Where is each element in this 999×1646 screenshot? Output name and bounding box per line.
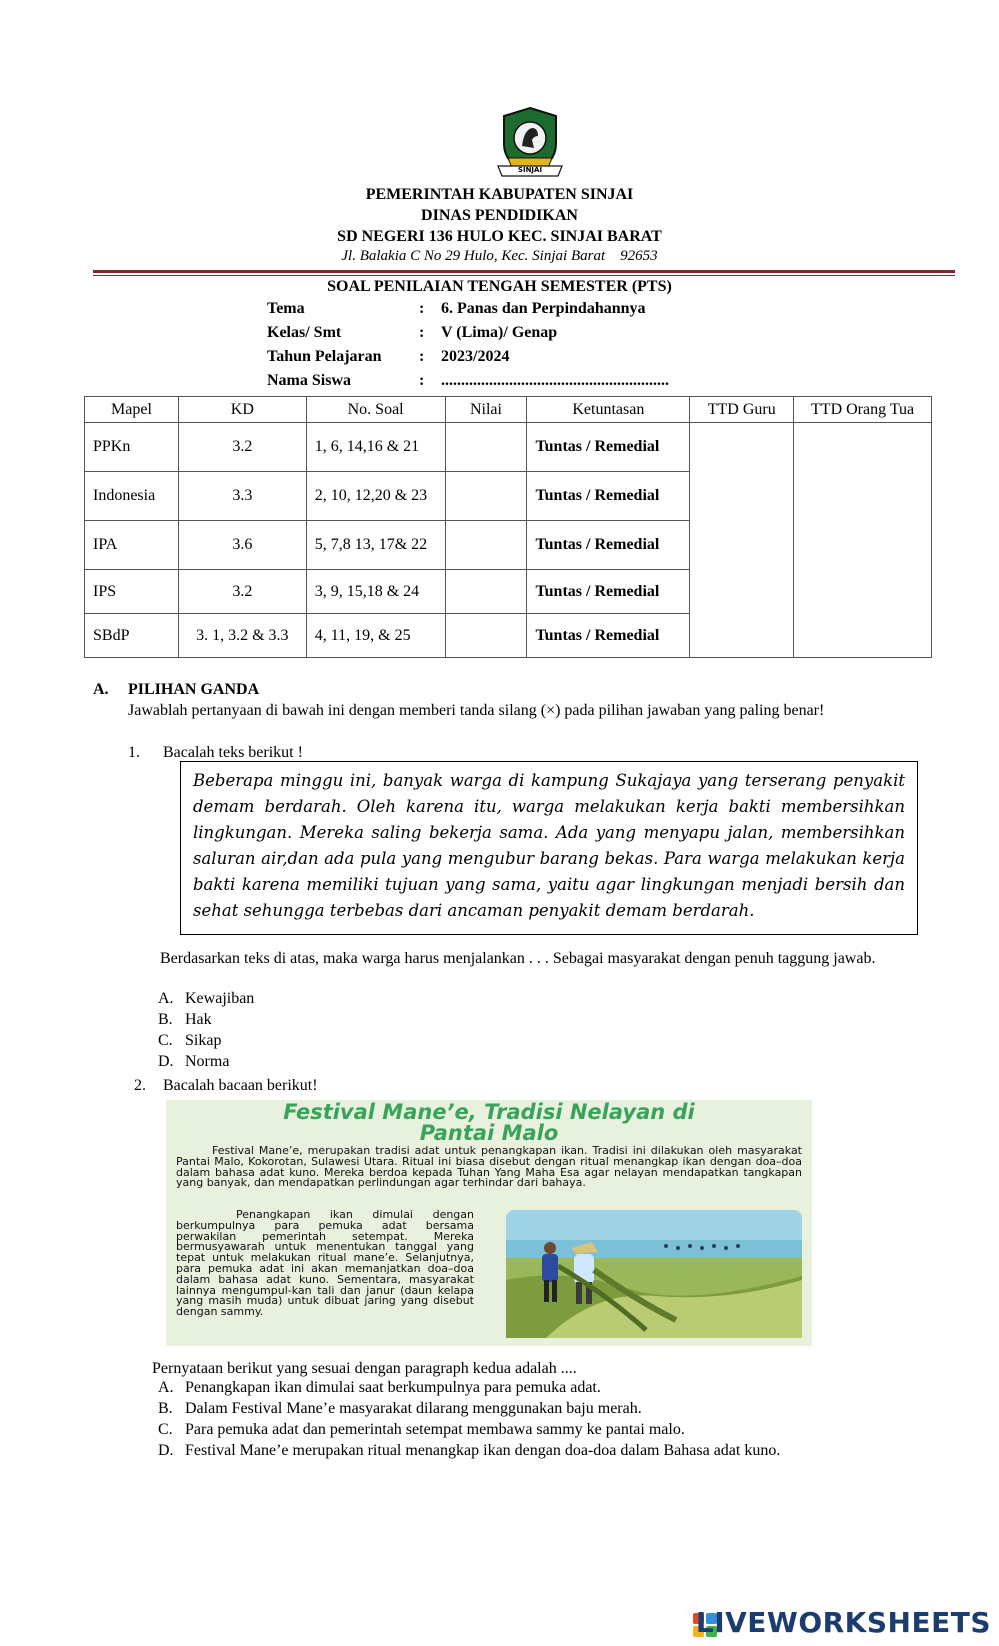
cell-kd: 3.2 bbox=[178, 423, 306, 472]
cell-kd: 3.3 bbox=[178, 472, 306, 521]
cell-ketuntasan[interactable]: Tuntas / Remedial bbox=[527, 521, 690, 570]
field-value: V (Lima)/ Genap bbox=[441, 324, 558, 341]
cell-nilai[interactable] bbox=[445, 570, 527, 614]
cell-soal: 2, 10, 12,20 & 23 bbox=[306, 472, 445, 521]
cell-soal: 3, 9, 15,18 & 24 bbox=[306, 570, 445, 614]
section-instruction: Jawablah pertanyaan di bawah ini dengan memberi tanda silang (×) pada pilihan jawaban yang paling benar! bbox=[128, 702, 825, 719]
cell-mapel: IPS bbox=[85, 570, 179, 614]
option-a[interactable] bbox=[158, 1379, 938, 1400]
field-label: Nama Siswa bbox=[267, 372, 352, 389]
field-value: 6. Panas dan Perpindahannya bbox=[441, 300, 646, 317]
table-header-row bbox=[85, 397, 932, 423]
reading-image bbox=[166, 1100, 812, 1346]
cell-ketuntasan[interactable]: Tuntas / Remedial bbox=[527, 472, 690, 521]
header-rule-thick bbox=[93, 270, 955, 273]
reading-title-line2: Pantai Malo bbox=[419, 1121, 559, 1145]
field-colon: : bbox=[419, 348, 425, 365]
option-letter: C. bbox=[158, 1421, 173, 1438]
option-text: Penangkapan ikan dimulai saat berkumpulnya para pemuka adat. bbox=[185, 1379, 601, 1396]
q2-number: 2. bbox=[134, 1077, 146, 1094]
cell-mapel: PPKn bbox=[85, 423, 179, 472]
option-b[interactable] bbox=[158, 1400, 938, 1421]
field-nama-siswa[interactable] bbox=[267, 372, 767, 396]
option-a[interactable] bbox=[158, 990, 558, 1011]
cell-soal: 5, 7,8 13, 17& 22 bbox=[306, 521, 445, 570]
field-label: Tahun Pelajaran bbox=[267, 348, 382, 365]
cell-nilai[interactable] bbox=[445, 614, 527, 658]
reading-paragraph-1: Festival Mane’e, merupakan tradisi adat untuk penangkapan ikan. Tradisi ini dilakukan oleh masyarakat Pantai Malo, Kokorotan, Sulawesi Utara. Ritual ini biasa disebut dengan ritual menangkap ikan dengan doa–doa dalam bahasa adat kuno. Mereka berdoa kepada Tuhan Yang Maha Esa agar nelayan mendapatkan tangkapan yang banyak, dan mendapatkan perlindungan agar terhindar dari bahaya. bbox=[176, 1144, 802, 1190]
name-blank[interactable]: ......................................................... bbox=[441, 372, 669, 389]
option-text: Festival Mane’e merupakan ritual menangkap ikan dengan doa-doa dalam Bahasa adat kuno. bbox=[185, 1442, 781, 1459]
col-header: Mapel bbox=[85, 397, 179, 423]
cell-ketuntasan[interactable]: Tuntas / Remedial bbox=[527, 423, 690, 472]
header-school: SD NEGERI 136 HULO KEC. SINJAI BARAT bbox=[337, 228, 662, 245]
option-letter: B. bbox=[158, 1011, 173, 1028]
liveworksheets-watermark: LIVEWORKSHEETS bbox=[695, 1606, 991, 1639]
option-text: Kewajiban bbox=[185, 990, 255, 1007]
col-header: No. Soal bbox=[306, 397, 445, 423]
cell-nilai[interactable] bbox=[445, 423, 527, 472]
option-b[interactable] bbox=[158, 1011, 558, 1032]
col-header: TTD Guru bbox=[690, 397, 794, 423]
cell-mapel: Indonesia bbox=[85, 472, 179, 521]
header-rule-thin bbox=[93, 275, 955, 276]
cell-nilai[interactable] bbox=[445, 521, 527, 570]
option-letter: A. bbox=[158, 990, 174, 1007]
section-letter: A. bbox=[93, 681, 109, 698]
field-kelas bbox=[267, 324, 767, 348]
cell-kd: 3.2 bbox=[178, 570, 306, 614]
reading-paragraph-2: Penangkapan ikan dimulai dengan berkumpulnya para pemuka adat bersama perwakilan pemerintah setempat. Mereka bermusyawarah untuk menentukan tanggal yang tepat untuk melakukan ritual mane’e. Selanjutnya, para pemuka adat ini akan memanjatkan doa–doa dalam bahasa adat kuno. Sementara, masyarakat lainnya mengumpul-kan tali dan janur (daun kelapa yang masih muda) untuk dibuat jaring yang disebut dengan sammy. bbox=[176, 1208, 474, 1319]
q2-question: Pernyataan berikut yang sesuai dengan paragraph kedua adalah .... bbox=[152, 1360, 577, 1377]
field-label: Kelas/ Smt bbox=[267, 324, 342, 341]
table-row bbox=[85, 423, 932, 472]
q1-number: 1. bbox=[128, 744, 140, 761]
exam-title: SOAL PENILAIAN TENGAH SEMESTER (PTS) bbox=[327, 278, 672, 295]
field-colon: : bbox=[419, 300, 425, 317]
option-text: Dalam Festival Mane’e masyarakat dilarang menggunakan baju merah. bbox=[185, 1400, 642, 1417]
option-letter: B. bbox=[158, 1400, 173, 1417]
cell-ttd-guru[interactable] bbox=[690, 423, 794, 658]
option-letter: D. bbox=[158, 1053, 174, 1070]
cell-ttd-orang-tua[interactable] bbox=[794, 423, 932, 658]
q2-prompt: Bacalah bacaan berikut! bbox=[163, 1077, 318, 1094]
header-government: PEMERINTAH KABUPATEN SINJAI bbox=[365, 186, 634, 203]
q1-question: Berdasarkan teks di atas, maka warga harus menjalankan . . . Sebagai masyarakat dengan penuh taggung jawab. bbox=[160, 950, 876, 967]
field-tema bbox=[267, 300, 767, 324]
col-header: KD bbox=[178, 397, 306, 423]
fishermen-illustration bbox=[506, 1210, 802, 1338]
option-text: Hak bbox=[185, 1011, 212, 1028]
cell-soal: 4, 11, 19, & 25 bbox=[306, 614, 445, 658]
option-text: Norma bbox=[185, 1053, 230, 1070]
option-c[interactable] bbox=[158, 1421, 938, 1442]
option-letter: A. bbox=[158, 1379, 174, 1396]
cell-kd: 3. 1, 3.2 & 3.3 bbox=[178, 614, 306, 658]
field-value: 2023/2024 bbox=[441, 348, 510, 365]
option-text: Sikap bbox=[185, 1032, 222, 1049]
section-title: PILIHAN GANDA bbox=[128, 681, 260, 698]
q1-options bbox=[158, 990, 558, 1074]
q1-prompt: Bacalah teks berikut ! bbox=[163, 744, 303, 761]
q2-options bbox=[158, 1379, 938, 1463]
cell-nilai[interactable] bbox=[445, 472, 527, 521]
header-address: Jl. Balakia C No 29 Hulo, Kec. Sinjai Barat 92653 bbox=[341, 248, 658, 264]
option-letter: C. bbox=[158, 1032, 173, 1049]
field-colon: : bbox=[419, 324, 425, 341]
option-d[interactable] bbox=[158, 1053, 558, 1074]
field-tahun bbox=[267, 348, 767, 372]
option-text: Para pemuka adat dan pemerintah setempat membawa sammy ke pantai malo. bbox=[185, 1421, 685, 1438]
cell-kd: 3.6 bbox=[178, 521, 306, 570]
exam-info bbox=[267, 300, 767, 396]
cell-soal: 1, 6, 14,16 & 21 bbox=[306, 423, 445, 472]
option-c[interactable] bbox=[158, 1032, 558, 1053]
col-header: TTD Orang Tua bbox=[794, 397, 932, 423]
option-d[interactable] bbox=[158, 1442, 938, 1463]
cell-mapel: IPA bbox=[85, 521, 179, 570]
district-logo bbox=[494, 106, 566, 180]
field-label: Tema bbox=[267, 300, 305, 317]
reading-title-line1: Festival Mane’e, Tradisi Nelayan di bbox=[283, 1100, 695, 1124]
cell-ketuntasan[interactable]: Tuntas / Remedial bbox=[527, 614, 690, 658]
cell-ketuntasan[interactable]: Tuntas / Remedial bbox=[527, 570, 690, 614]
col-header: Ketuntasan bbox=[527, 397, 690, 423]
score-table bbox=[84, 396, 932, 658]
option-letter: D. bbox=[158, 1442, 174, 1459]
header-department: DINAS PENDIDIKAN bbox=[421, 207, 578, 224]
logo-banner-text: SINJAI bbox=[517, 166, 543, 174]
q1-passage: Beberapa minggu ini, banyak warga di kampung Sukajaya yang terserang penyakit demam berdarah. Oleh karena itu, warga melakukan kerja bakti membersihkan lingkungan. Mereka saling bekerja sama. Ada yang menyapu jalan, membersihkan saluran air,dan ada pula yang mengubur barang bekas. Para warga melakukan kerja bakti karena memiliki tujuan yang sama, yaitu agar lingkungan menjadi bersih dan sehat sehungga terbebas dari ancaman penyakit demam berdarah. bbox=[180, 761, 918, 935]
col-header: Nilai bbox=[445, 397, 527, 423]
field-colon: : bbox=[419, 372, 425, 389]
cell-mapel: SBdP bbox=[85, 614, 179, 658]
